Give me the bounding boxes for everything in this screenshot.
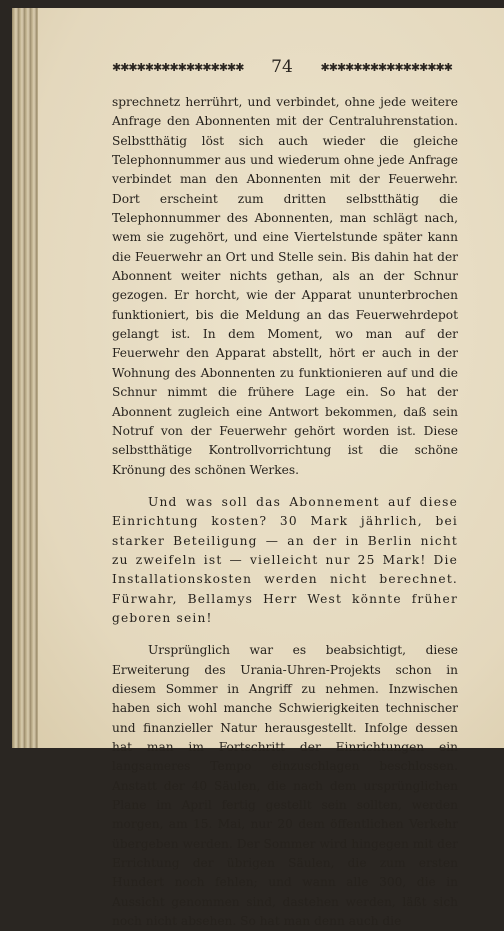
book-binding-edge: [12, 8, 38, 748]
paragraph: Ursprünglich war es beabsichtigt, diese Erweiterung des Urania-Uhren-Projekts schon in diesem Sommer in Angriff zu nehmen. Inzwischen haben sich wohl manche Schwierigkeiten technischer und finanzieller Natur herausgestellt. Infolge dessen hat man im Fortschritt der Einrichtungen ein langsameres Tempo einzuschlagen beschlossen. Anstatt der 40 Säulen, die nach dem ursprünglichen Plane im April fertig gestellt sein sollten, werden morgen, am 15. Mai, nur 20 dem öffentlichen Verkehr übergeben werden. Der Sommer wird hingegen mit der Errichtung der übrigen Säulen, die zum ersten Hundert noch fehlen; und wann alle 300, die in Aussicht genommen sind, dastehen werden, läßt sich noch nicht absehen. So hat man denn auch die: [112, 643, 458, 929]
body-text: [112, 93, 458, 931]
page-header: [112, 56, 452, 78]
header-ornament-left: ✱✱✱✱✱✱✱✱✱✱✱✱✱✱✱✱: [112, 60, 244, 74]
paragraph: Und was soll das Abonnement auf diese Einrichtung kosten? 30 Mark jährlich, bei starker Beteiligung — an der in Berlin nicht zu zweifeln ist — vielleicht nur 25 Mark! Die Installationskosten werden nicht berechnet. Fürwahr, Bellamys Herr West könnte früher geboren sein!: [112, 494, 458, 625]
header-ornament-right: ✱✱✱✱✱✱✱✱✱✱✱✱✱✱✱✱: [320, 60, 452, 74]
page-number: 74: [271, 57, 293, 77]
paragraph: sprechnetz herrührt, und verbindet, ohne jede weitere Anfrage den Abonnenten mit der Centraluhrenstation. Selbstthätig löst sich auch wieder die gleiche Telephonnummer aus und wiederum ohne jede Anfrage verbindet man den Abonnenten mit der Feuerwehr. Dort erscheint zum dritten selbstthätig die Telephonnummer des Abonnenten, man schlägt nach, wem sie zugehört, und eine Viertelstunde später kann die Feuerwehr an Ort und Stelle sein. Bis dahin hat der Abonnent weiter nichts gethan, als an der Schnur gezogen. Er horcht, wie der Apparat ununterbrochen funktioniert, bis die Meldung an das Feuerwehrdepot gelangt ist. In dem Moment, wo man auf der Feuerwehr den Apparat abstellt, hört er auch in der Wohnung des Abonnenten zu funktionieren auf und die Schnur nimmt die frühere Lage ein. So hat der Abonnent zugleich eine Antwort bekommen, daß sein Notruf von der Feuerwehr gehört worden ist. Diese selbstthätige Kontrollvorrichtung ist die schöne Krönung des schönen Werkes.: [112, 95, 458, 477]
